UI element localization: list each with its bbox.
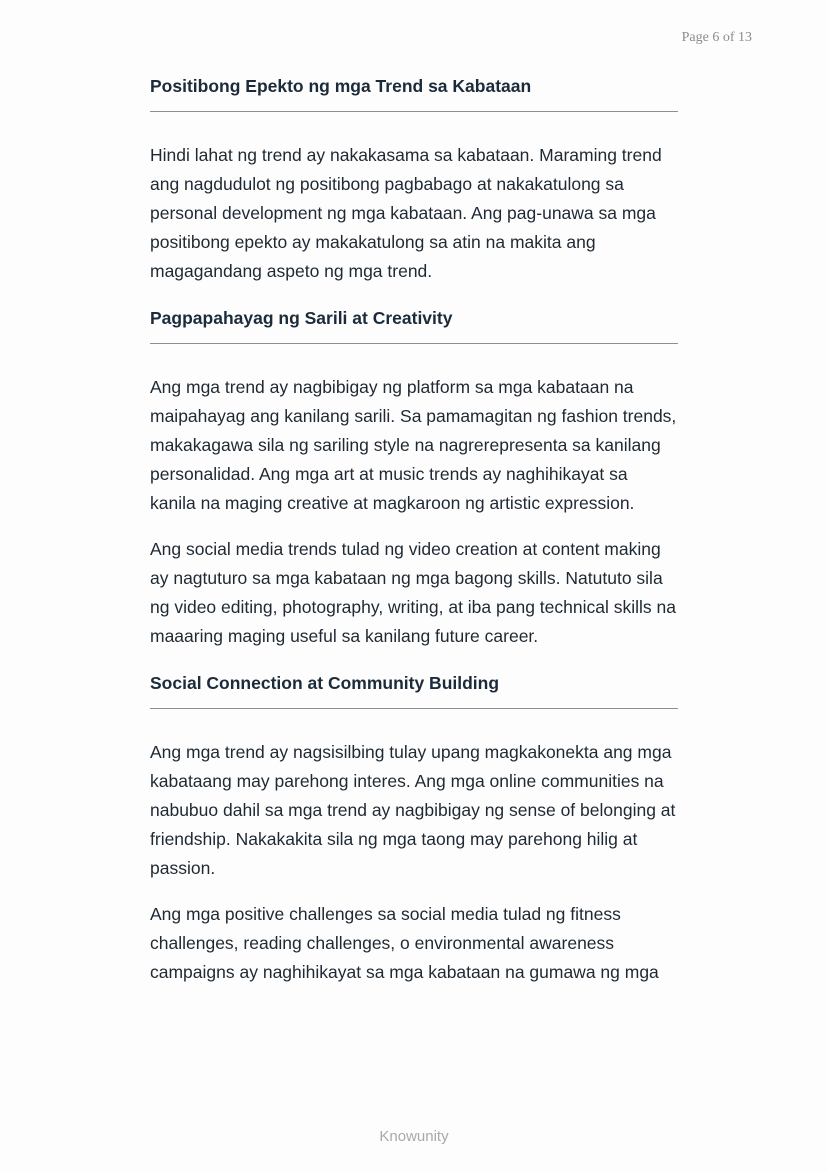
page-number: Page 6 of 13: [681, 30, 752, 45]
document-body: [150, 76, 678, 1009]
section-self-expression: [150, 308, 678, 651]
paragraph: Hindi lahat ng trend ay nakakasama sa kabataan. Maraming trend ang nagdudulot ng positibong pagbabago at nakakatulong sa personal development ng mga kabataan. Ang pag-unawa sa mga positibong epekto ay makakatulong sa atin na makita ang magagandang aspeto ng mga trend.: [150, 144, 662, 281]
footer-brand: Knowunity: [379, 1128, 449, 1145]
section-heading: Positibong Epekto ng mga Trend sa Kabataan: [150, 76, 678, 112]
section-heading: Pagpapahayag ng Sarili at Creativity: [150, 308, 678, 344]
paragraph: Ang mga trend ay nagsisilbing tulay upang magkakonekta ang mga kabataang may parehong interes. Ang mga online communities na nabubuo dahil sa mga trend ay nagbibigay ng sense of belonging at friendship. Nakakakita sila ng mga taong may parehong hilig at passion.: [150, 741, 676, 878]
section-social-connection: [150, 673, 678, 987]
section-heading: Social Connection at Community Building: [150, 673, 678, 709]
paragraph: Ang mga positive challenges sa social media tulad ng fitness challenges, reading challenges, o environmental awareness campaigns ay naghihikayat sa mga kabataan na gumawa ng mga: [150, 903, 659, 982]
paragraph: Ang social media trends tulad ng video creation at content making ay nagtuturo sa mga kabataan ng mga bagong skills. Natututo sila ng video editing, photography, writing, at iba pang technical skills na maaaring maging useful sa kanilang future career.: [150, 538, 676, 646]
section-positive-effects: [150, 76, 678, 286]
paragraph: Ang mga trend ay nagbibigay ng platform sa mga kabataan na maipahayag ang kanilang sarili. Sa pamamagitan ng fashion trends, makakagawa sila ng sariling style na nagrerepresenta sa kanilang personalidad. Ang mga art at music trends ay naghihikayat sa kanila na maging creative at magkaroon ng artistic expression.: [150, 376, 677, 513]
